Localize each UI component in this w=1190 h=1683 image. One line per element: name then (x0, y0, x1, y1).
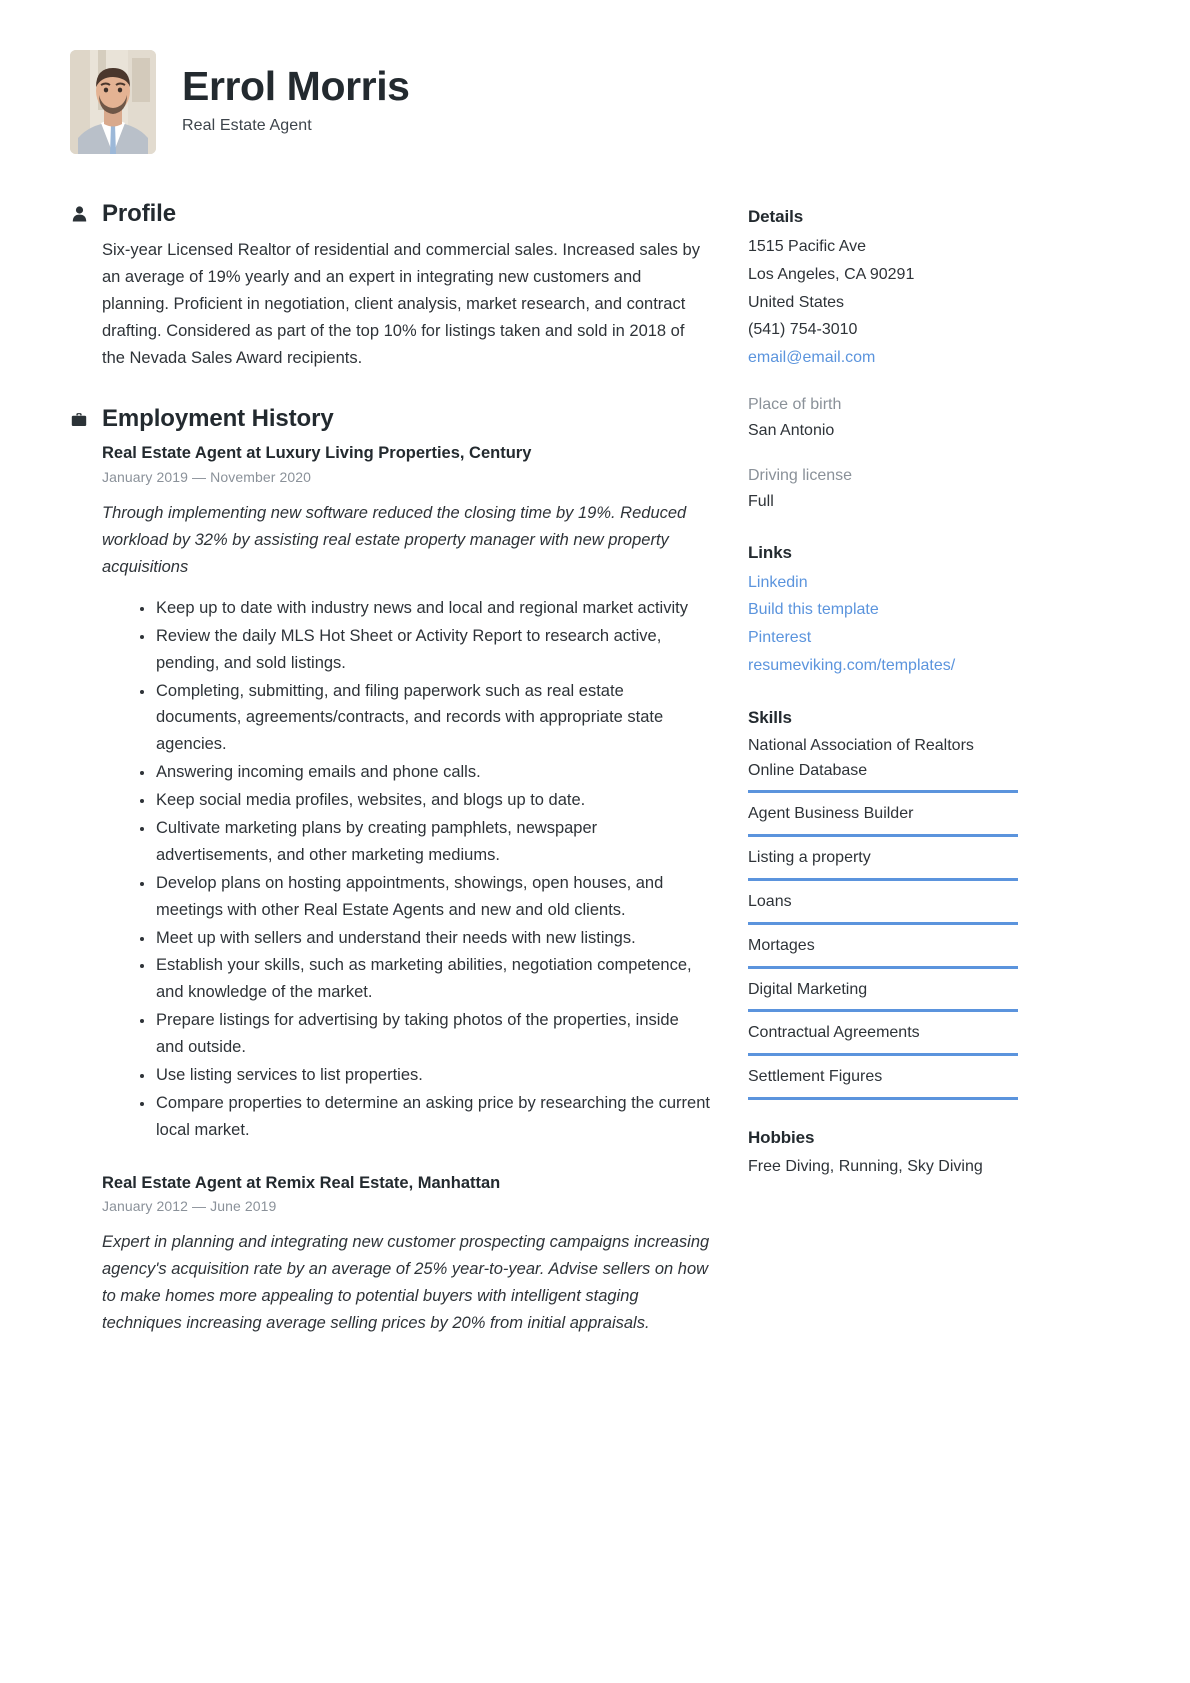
skill-item: National Association of Realtors Online Database (748, 734, 1018, 794)
resume-columns (70, 200, 1130, 1371)
employment-heading-row (70, 405, 710, 433)
detail-address-line2: Los Angeles, CA 90291 (748, 265, 915, 283)
skill-item: Listing a property (748, 846, 1018, 881)
detail-phone: (541) 754-3010 (748, 321, 858, 339)
avatar-photo-icon (70, 50, 156, 154)
place-of-birth-value: San Antonio (748, 421, 835, 439)
profile-heading: Profile (102, 200, 176, 227)
job-bullet: Develop plans on hosting appointments, showings, open houses, and meetings with other Real Estate Agents and new and old clients. (140, 870, 710, 924)
sidebar (748, 200, 1018, 1208)
job-bullet: Meet up with sellers and understand their needs with new listings. (140, 925, 710, 952)
job-bullet: Establish your skills, such as marketing abilities, negotiation competence, and knowledge of the market. (140, 952, 710, 1006)
driving-license-label: Driving license (748, 467, 853, 485)
job-bullet: Compare properties to determine an asking price by researching the current local market. (140, 1090, 710, 1144)
skill-item: Digital Marketing (748, 978, 1018, 1013)
hobbies-title: Hobbies (748, 1128, 815, 1147)
header-text-block (182, 62, 410, 139)
links-title: Links (748, 542, 792, 562)
header-job-title: Real Estate Agent (182, 117, 312, 135)
main-column (70, 200, 710, 1371)
job-bullet: Use listing services to list properties. (140, 1062, 710, 1089)
skill-item: Settlement Figures (748, 1065, 1018, 1100)
skill-item: Loans (748, 890, 1018, 925)
sidebar-section-skills (748, 708, 1018, 1100)
person-icon (70, 206, 88, 222)
place-of-birth-label: Place of birth (748, 396, 842, 414)
job-dates: January 2012 — June 2019 (102, 1197, 277, 1214)
job-summary: Through implementing new software reduced the closing time by 19%. Reduced workload by 32% by assisting real estate property manager with new property acquisitions (102, 503, 687, 576)
job-entry (102, 1172, 710, 1337)
job-bullet: Keep up to date with industry news and local and regional market activity (140, 595, 710, 622)
details-title: Details (748, 207, 804, 226)
job-bullet: Keep social media profiles, websites, and blogs up to date. (140, 787, 710, 814)
sidebar-link[interactable]: resumeviking.com/templates/ (748, 657, 956, 674)
driving-license-value: Full (748, 492, 774, 510)
job-dates: January 2019 — November 2020 (102, 468, 312, 485)
job-bullet-list (102, 595, 710, 1144)
hobbies-text: Free Diving, Running, Sky Diving (748, 1158, 983, 1175)
job-bullet: Review the daily MLS Hot Sheet or Activity Report to research active, pending, and sold listings. (140, 623, 710, 677)
page-title: Errol Morris (182, 62, 410, 109)
sidebar-link[interactable]: Pinterest (748, 629, 812, 647)
job-title: Real Estate Agent at Remix Real Estate, Manhattan (102, 1173, 501, 1192)
section-profile (70, 200, 710, 371)
section-employment (70, 405, 710, 1337)
skills-title: Skills (748, 707, 792, 727)
sidebar-section-hobbies (748, 1128, 1018, 1180)
detail-country: United States (748, 293, 845, 311)
job-summary: Expert in planning and integrating new customer prospecting campaigns increasing agency's acquisition rate by an average of 25% year-to-year. Advise sellers on how to make homes more appealing to potential buyers with intelligent staging techniques increasing average selling prices by 20% from initial appraisals. (102, 1232, 710, 1333)
profile-text: Six-year Licensed Realtor of residential and commercial sales. Increased sales by an average of 19% yearly and an expert in integrating new customers and planning. Proficient in negotiation, client analysis, market research, and contract drafting. Considered as part of the top 10% for listings taken and sold in 2018 of the Nevada Sales Award recipients. (102, 241, 700, 367)
links-list (748, 569, 1018, 680)
detail-address-line1: 1515 Pacific Ave (748, 238, 867, 255)
sidebar-section-links (748, 543, 1018, 680)
skills-list (748, 734, 1018, 1100)
sidebar-link[interactable]: Linkedin (748, 573, 808, 591)
job-title: Real Estate Agent at Luxury Living Properties, Century (102, 444, 532, 463)
job-bullet: Answering incoming emails and phone calls. (140, 759, 710, 786)
job-entry (102, 442, 710, 1143)
avatar (70, 50, 156, 154)
skill-item: Mortages (748, 934, 1018, 969)
profile-heading-row (70, 200, 710, 228)
resume-header (70, 40, 1130, 154)
job-bullet: Prepare listings for advertising by taking photos of the properties, inside and outside. (140, 1007, 710, 1061)
sidebar-link[interactable]: Build this template (748, 601, 879, 619)
job-bullet: Cultivate marketing plans by creating pamphlets, newspaper advertisements, and other marketing mediums. (140, 815, 710, 869)
detail-email-link[interactable]: email@email.com (748, 349, 876, 367)
skill-item: Agent Business Builder (748, 802, 1018, 837)
employment-heading: Employment History (102, 405, 334, 433)
skill-item: Contractual Agreements (748, 1021, 1018, 1056)
job-bullet: Completing, submitting, and filing paperwork such as real estate documents, agreements/contracts, and records with appropriate state agencies. (140, 678, 710, 759)
sidebar-section-details (748, 207, 1018, 515)
briefcase-icon (70, 412, 88, 427)
